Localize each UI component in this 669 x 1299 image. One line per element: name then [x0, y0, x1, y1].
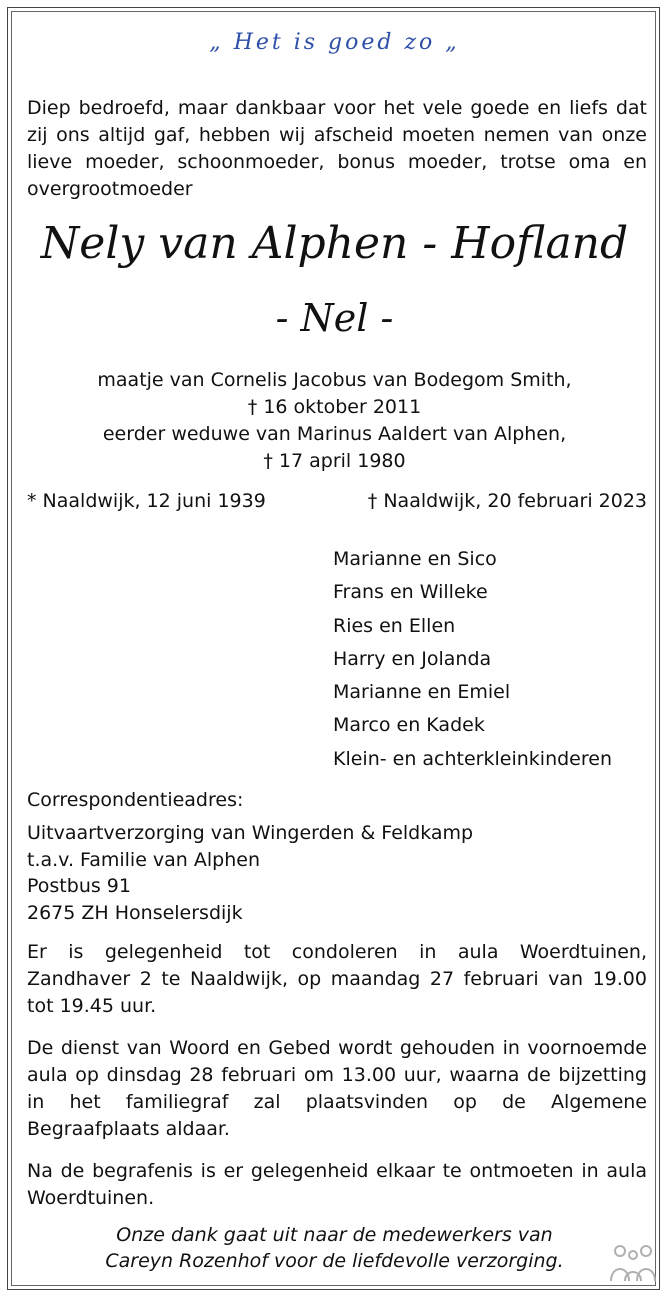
- correspondence-label: Correspondentieadres:: [27, 789, 244, 811]
- relation-line: maatje van Cornelis Jacobus van Bodegom Smith,: [97, 369, 572, 391]
- family-member: Klein- en achterkleinkinderen: [333, 747, 612, 770]
- address-line: Uitvaartverzorging van Wingerden & Feldkamp: [27, 822, 474, 844]
- address-line: Postbus 91: [27, 875, 131, 897]
- service-text: De dienst van Woord en Gebed wordt gehouden in voornoemde aula op dinsdag 28 februari om 13.00 uur, waarna de bijzetting in het familiegraf zal plaatsvinden op de Algemene Begraafplaats aldaar.: [27, 1037, 647, 1140]
- relation-line: † 16 oktober 2011: [247, 396, 422, 418]
- family-member: Harry en Jolanda: [333, 647, 492, 670]
- address-line: t.a.v. Familie van Alphen: [27, 848, 261, 871]
- relation-line: † 17 april 1980: [263, 450, 406, 472]
- family-member: Marco en Kadek: [333, 714, 485, 737]
- thanks-line: Onze dank gaat uit naar de medewerkers van: [116, 1224, 553, 1246]
- deceased-name: Nely van Alphen - Hofland: [40, 218, 629, 269]
- nickname: - Nel -: [275, 296, 394, 340]
- family-member: Frans en Willeke: [333, 581, 488, 604]
- intro-text: Diep bedroefd, maar dankbaar voor het vele goede en liefs dat zij ons altijd gaf, hebben wij afscheid moeten nemen van onze lieve moeder, schoonmoeder, bonus moeder, trotse oma en overgrootmoeder: [27, 97, 647, 200]
- relations: [0, 367, 669, 475]
- family-member: Ries en Ellen: [333, 614, 456, 637]
- thanks-line: Careyn Rozenhof voor de liefdevolle verzorging.: [105, 1250, 564, 1272]
- relation-line: eerder weduwe van Marinus Aaldert van Alphen,: [102, 423, 567, 445]
- condolence-text: Er is gelegenheid tot condoleren in aula Woerdtuinen, Zandhaver 2 te Naaldwijk, op maandag 27 februari van 19.00 tot 19.45 uur.: [27, 941, 647, 1017]
- death-date: † Naaldwijk, 20 februari 2023: [367, 490, 647, 512]
- address: [27, 820, 647, 926]
- family-member: Marianne en Sico: [333, 548, 497, 570]
- motto: „ Het is goed zo „: [209, 30, 460, 55]
- family-list: [333, 543, 612, 776]
- thanks-text: [0, 1222, 669, 1274]
- address-line: 2675 ZH Honselersdijk: [27, 901, 243, 924]
- after-text: Na de begrafenis is er gelegenheid elkaar te ontmoeten in aula Woerdtuinen.: [27, 1160, 647, 1209]
- birth-date: * Naaldwijk, 12 juni 1939: [27, 490, 266, 512]
- family-member: Marianne en Emiel: [333, 681, 511, 704]
- family-people-icon: [607, 1243, 659, 1283]
